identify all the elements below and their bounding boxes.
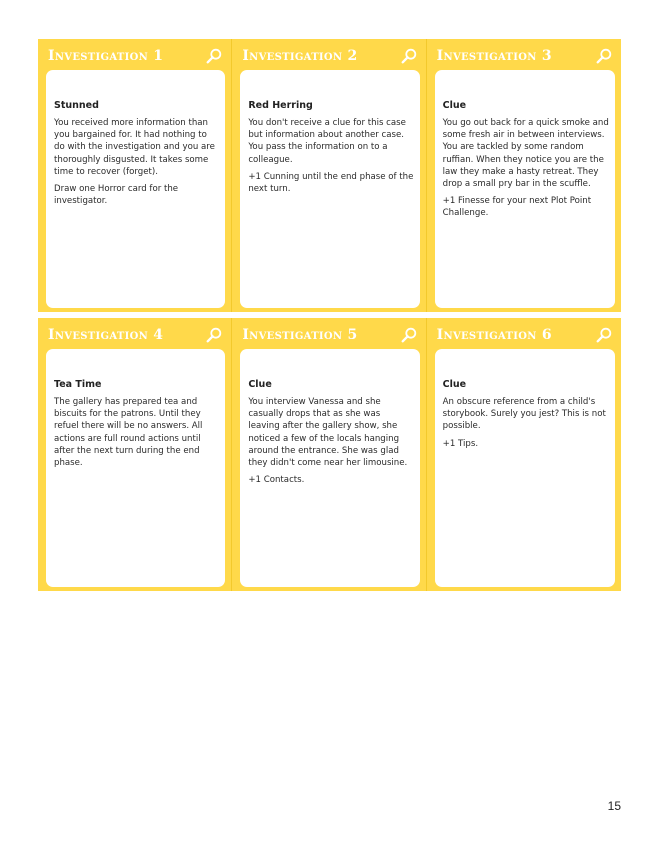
card-heading: Clue <box>442 100 467 111</box>
investigation-card-4 <box>38 318 232 591</box>
card-paragraph: +1 Contacts. <box>248 475 305 486</box>
investigation-card-1 <box>38 39 232 312</box>
card-paragraph: You received more information than you bargained for. It had nothing to do with the investigation and you are thoroughly disgusted. It takes some time to recover (forget). <box>54 118 215 177</box>
card-paragraph: You interview Vanessa and she casually drops that as she was leaving after the gallery show, she noticed a few of the locals hanging around the entrance. She was glad they didn't come near her limousine. <box>248 397 408 469</box>
card-paragraph: +1 Tips. <box>442 438 479 449</box>
magnifying-glass-icon <box>205 47 223 65</box>
magnifying-glass-icon <box>595 47 613 65</box>
card-title: Investigation 5 <box>242 327 358 343</box>
card-header <box>437 45 613 67</box>
card-heading: Red Herring <box>248 100 313 111</box>
card-title: Investigation 6 <box>436 327 552 343</box>
card-heading: Tea Time <box>54 379 102 390</box>
magnifying-glass-icon <box>595 326 613 344</box>
card-sheet <box>38 39 621 591</box>
card-header <box>437 324 613 346</box>
card-title: Investigation 4 <box>48 327 164 343</box>
card-heading: Stunned <box>54 100 99 111</box>
card-body <box>435 70 615 308</box>
investigation-card-5 <box>232 318 426 591</box>
card-paragraph: An obscure reference from a child's storybook. Surely you jest? This is not possible. <box>442 397 606 432</box>
card-heading: Clue <box>442 379 467 390</box>
investigation-card-6 <box>427 318 621 591</box>
magnifying-glass-icon <box>400 326 418 344</box>
card-body <box>46 70 225 308</box>
card-body <box>240 349 419 587</box>
card-header <box>242 45 417 67</box>
magnifying-glass-icon <box>205 326 223 344</box>
card-header <box>242 324 417 346</box>
card-title: Investigation 1 <box>48 48 164 64</box>
card-paragraph: +1 Finesse for your next Plot Point Challenge. <box>442 196 592 219</box>
card-body <box>435 349 615 587</box>
card-body <box>46 349 225 587</box>
magnifying-glass-icon <box>400 47 418 65</box>
card-paragraph: The gallery has prepared tea and biscuits for the patrons. Until they refuel there will be no answers. All actions are full round actions until after the next turn during the end phase. <box>54 397 203 469</box>
card-header <box>48 45 223 67</box>
card-paragraph: You don't receive a clue for this case but information about another case. You pass the information on to a colleague. <box>248 118 406 165</box>
card-paragraph: Draw one Horror card for the investigator. <box>54 184 179 207</box>
card-body <box>240 70 419 308</box>
investigation-card-3 <box>427 39 621 312</box>
card-heading: Clue <box>248 379 272 390</box>
page-number: 15 <box>607 799 621 813</box>
card-title: Investigation 2 <box>242 48 358 64</box>
card-paragraph: +1 Cunning until the end phase of the next turn. <box>248 171 414 195</box>
card-title: Investigation 3 <box>436 48 552 64</box>
card-header <box>48 324 223 346</box>
investigation-card-2 <box>232 39 426 312</box>
card-paragraph: You go out back for a quick smoke and some fresh air in between interviews. You are tackled by some random ruffian. When they notice you are the law they make a hasty retreat. They drop a small pry bar in the scuffle. <box>442 118 609 190</box>
